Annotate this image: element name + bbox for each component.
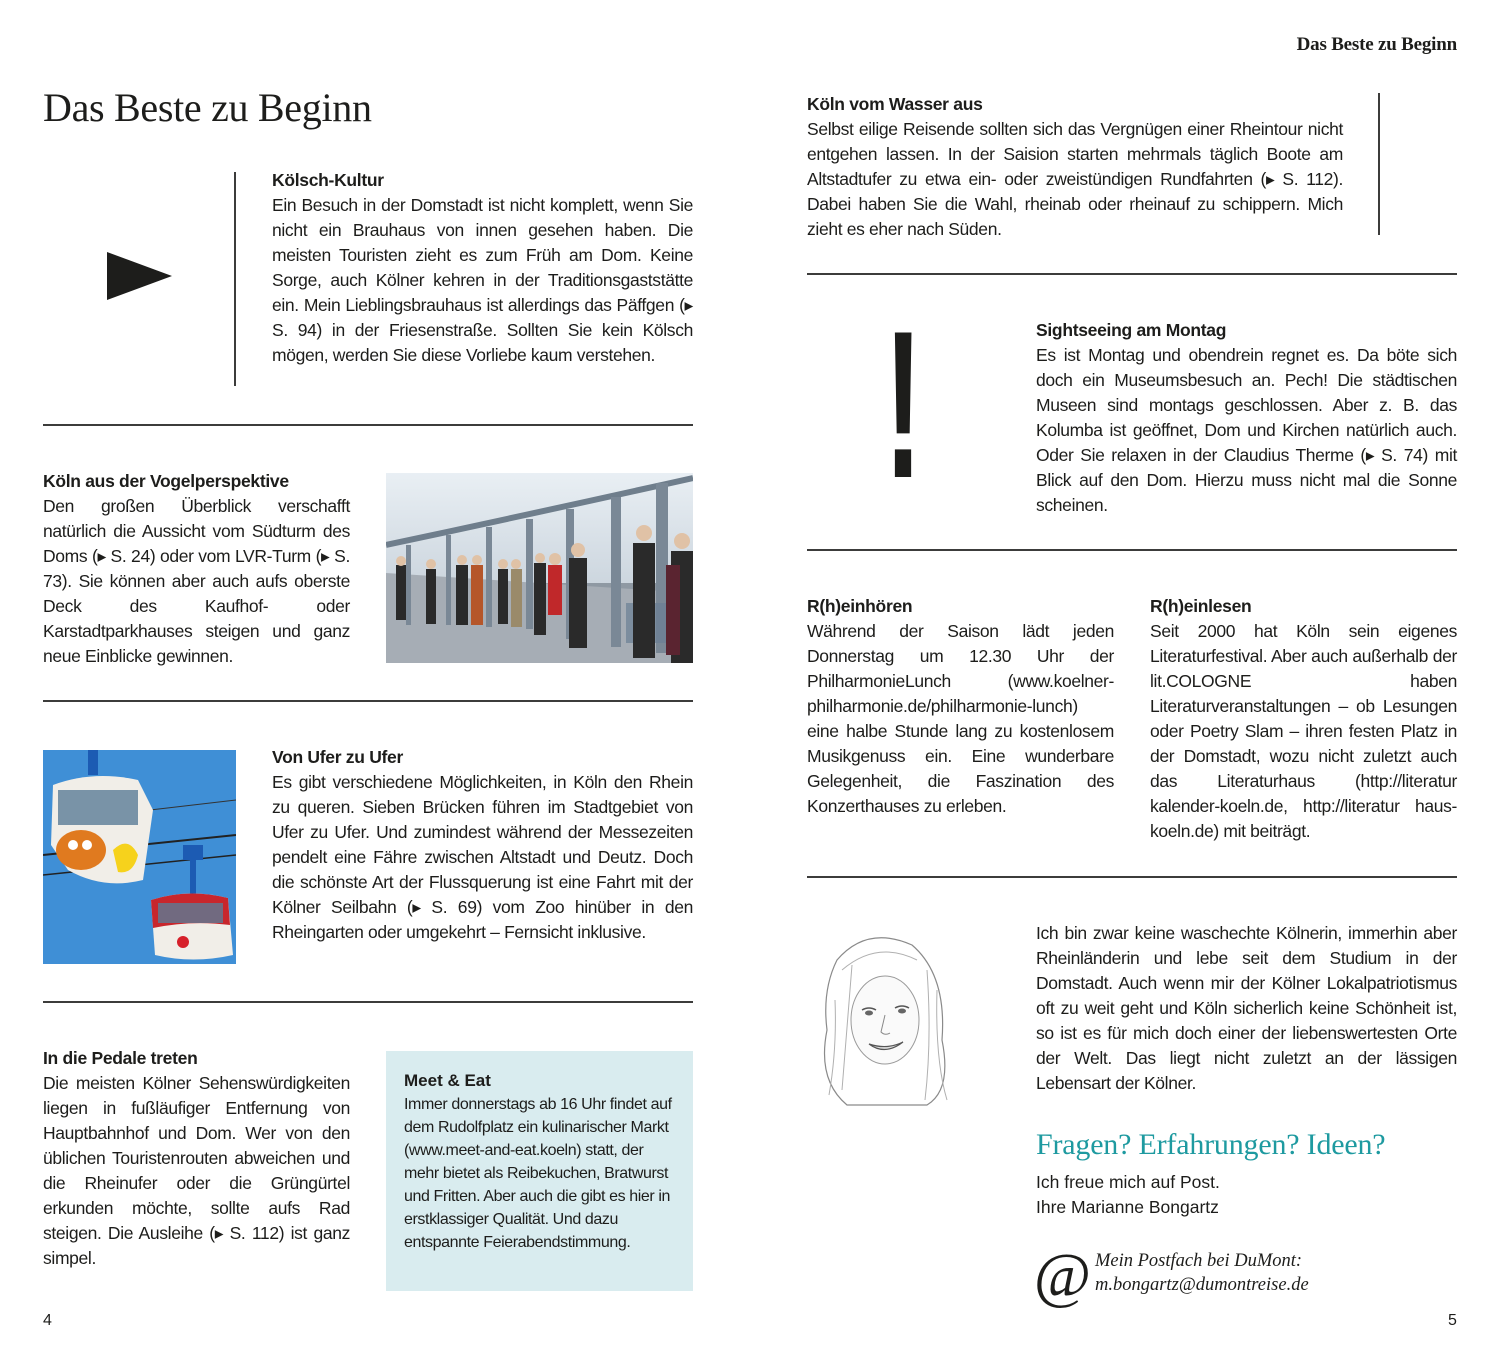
section-rheinhoeren	[807, 594, 1114, 819]
exclamation-icon: !	[884, 287, 923, 522]
author-portrait	[807, 920, 967, 1110]
infobox-body: Immer donnerstags ab 16 Uhr findet auf dem Rudolfplatz ein kulinarischer Markt (www.meet-and-eat.koeln) statt, der mehr bietet als Reibekuchen, Bratwurst und Fritten. Aber auch die gibt es hier in erstklassiger Qualität. Und dazu entspannte Feierabendstimmung.	[404, 1096, 672, 1251]
photo-cable-car	[43, 750, 236, 964]
mail-label: Mein Postfach bei DuMont:	[1095, 1251, 1303, 1271]
closing-line-2: Ihre Marianne Bongartz	[1036, 1197, 1219, 1217]
feedback-heading: Fragen? Erfahrungen? Ideen?	[1036, 1128, 1386, 1161]
infobox-meet-eat	[386, 1051, 693, 1291]
section-koelsch-kultur	[272, 168, 693, 368]
divider	[43, 1001, 693, 1003]
play-triangle-icon	[107, 252, 172, 300]
section-body: Es gibt verschiedene Möglichkeiten, in Köln den Rhein zu queren. Sieben Brücken führen im Stadtgebiet von Ufer zu Ufer. Und zumindest während der Messezeiten pendelt eine Fähre zwischen Altstadt und Deutz. Doch die schönste Art der Flussquerung ist eine Fahrt mit der Kölner Seilbahn (▸ S. 69) vom Zoo hinüber in den Rheingarten oder umgekehrt – Fernsicht inklusive.	[272, 772, 693, 942]
section-wasser	[807, 92, 1343, 242]
photo-observation-deck	[386, 473, 693, 663]
page-number-right: 5	[1448, 1312, 1457, 1329]
section-title: R(h)einhören	[807, 596, 913, 616]
section-body: Während der Saison lädt jeden Donnerstag um 12.30 Uhr der PhilharmonieLunch (www.koelner-philharmonie.de/philharmonie-lunch) eine halbe Stunde lang zu kostenlosem Musikgenuss ein. Eine wunderbare Gelegenheit, die Faszination des Konzerthauses zu erleben.	[807, 621, 1114, 816]
section-vogelperspektive	[43, 469, 350, 669]
mail-block	[1095, 1249, 1309, 1297]
section-body: Ein Besuch in der Domstadt ist nicht komplett, wenn Sie nicht ein Brauhaus von innen gesehen haben. Die meisten Touristen zieht es zum Früh am Dom. Keine Sorge, auch Kölner kehren in der Traditionsgaststätte ein. Mein Lieblingsbrauhaus ist allerdings das Päffgen (▸ S. 94) in der Friesenstraße. Sollten Sie kein Kölsch mögen, werden Sie diese Vorliebe kaum verstehen.	[272, 195, 693, 365]
section-body: Selbst eilige Reisende sollten sich das Vergnügen einer Rheintour nicht entgehen lassen. In der Saision starten mehrmals täglich Boote am Altstadtufer zu etwa ein- oder zweistündigen Rundfahrten (▸ S. 112). Dabei haben Sie die Wahl, rheinab oder rheinauf zu schippern. Mich zieht es eher nach Süden.	[807, 119, 1343, 239]
closing-line-1: Ich freue mich auf Post.	[1036, 1172, 1220, 1192]
section-body: Die meisten Kölner Sehenswürdigkeiten liegen in fußläufiger Entfernung von Hauptbahnhof und Dom. Wer von den üblichen Touristenrouten abweichen und die Rheinufer oder die Grüngürtel erkunden möchte, sollte aufs Rad steigen. Die Ausleihe (▸ S. 112) ist ganz simpel.	[43, 1073, 350, 1268]
closing	[1036, 1170, 1220, 1220]
page-title: Das Beste zu Beginn	[43, 85, 372, 130]
section-title: In die Pedale treten	[43, 1048, 198, 1068]
section-title: Von Ufer zu Ufer	[272, 747, 403, 767]
section-title: R(h)einlesen	[1150, 596, 1252, 616]
divider	[807, 549, 1457, 551]
divider	[807, 876, 1457, 878]
section-title: Köln aus der Vogelperspektive	[43, 471, 289, 491]
section-von-ufer-zu-ufer	[272, 745, 693, 945]
section-pedale	[43, 1046, 350, 1271]
author-intro-text: Ich bin zwar keine waschechte Kölnerin, immerhin aber Rheinländerin und lebe seit dem Studium in der Domstadt. Auch wenn mir der Kölner Lokalpatriotismus oft zu weit geht und Köln sicherlich keine Schönheit ist, so ist es für mich doch einer der liebenswertesten Orte der Welt. Das liegt nicht zuletzt an der lässigen Lebensart der Kölner.	[1036, 923, 1457, 1093]
infobox-title: Meet & Eat	[404, 1071, 491, 1090]
section-title: Sightseeing am Montag	[1036, 320, 1227, 340]
section-body: Es ist Montag und obendrein regnet es. Da böte sich doch ein Museumsbesuch an. Pech! Die städtischen Museen sind montags geschlossen. Aber z. B. das Kolumba ist geöffnet, Dom und Kirchen natürlich auch. Oder Sie relaxen in der Claudius Therme (▸ S. 74) mit Blick auf den Dom. Hierzu muss nicht mal die Sonne scheinen.	[1036, 345, 1457, 515]
at-sign-icon: @	[1034, 1242, 1092, 1310]
section-body: Seit 2000 hat Köln sein eigenes Literaturfestival. Aber auch außerhalb der lit.COLOGNE haben Literaturveranstaltungen – ob Lesungen oder Poetry Slam – ihren festen Platz in der Domstadt, wozu nicht zuletzt auch das Literaturhaus (http://literatur kalender-koeln.de, http://literatur haus-koeln.de) mit beiträgt.	[1150, 621, 1457, 841]
section-rheinlesen	[1150, 594, 1457, 844]
divider	[807, 273, 1457, 275]
running-head: Das Beste zu Beginn	[1296, 34, 1457, 55]
author-intro	[1036, 921, 1457, 1096]
section-title: Kölsch-Kultur	[272, 170, 384, 190]
mail-address-link[interactable]: m.bongartz@dumontreise.de	[1095, 1275, 1309, 1295]
section-body: Den großen Überblick verschafft natürlich die Aussicht vom Südturm des Doms (▸ S. 24) oder vom LVR-Turm (▸ S. 73). Sie können aber auch aufs oberste Deck des Kaufhof- oder Karstadtparkhauses steigen und ganz neue Einblicke gewinnen.	[43, 496, 350, 666]
divider	[43, 424, 693, 426]
page-number-left: 4	[43, 1312, 52, 1329]
section-vertical-rule	[234, 172, 236, 386]
divider	[43, 700, 693, 702]
section-title: Köln vom Wasser aus	[807, 94, 983, 114]
section-sightseeing-montag	[1036, 318, 1457, 518]
section-vertical-rule	[1378, 93, 1380, 235]
